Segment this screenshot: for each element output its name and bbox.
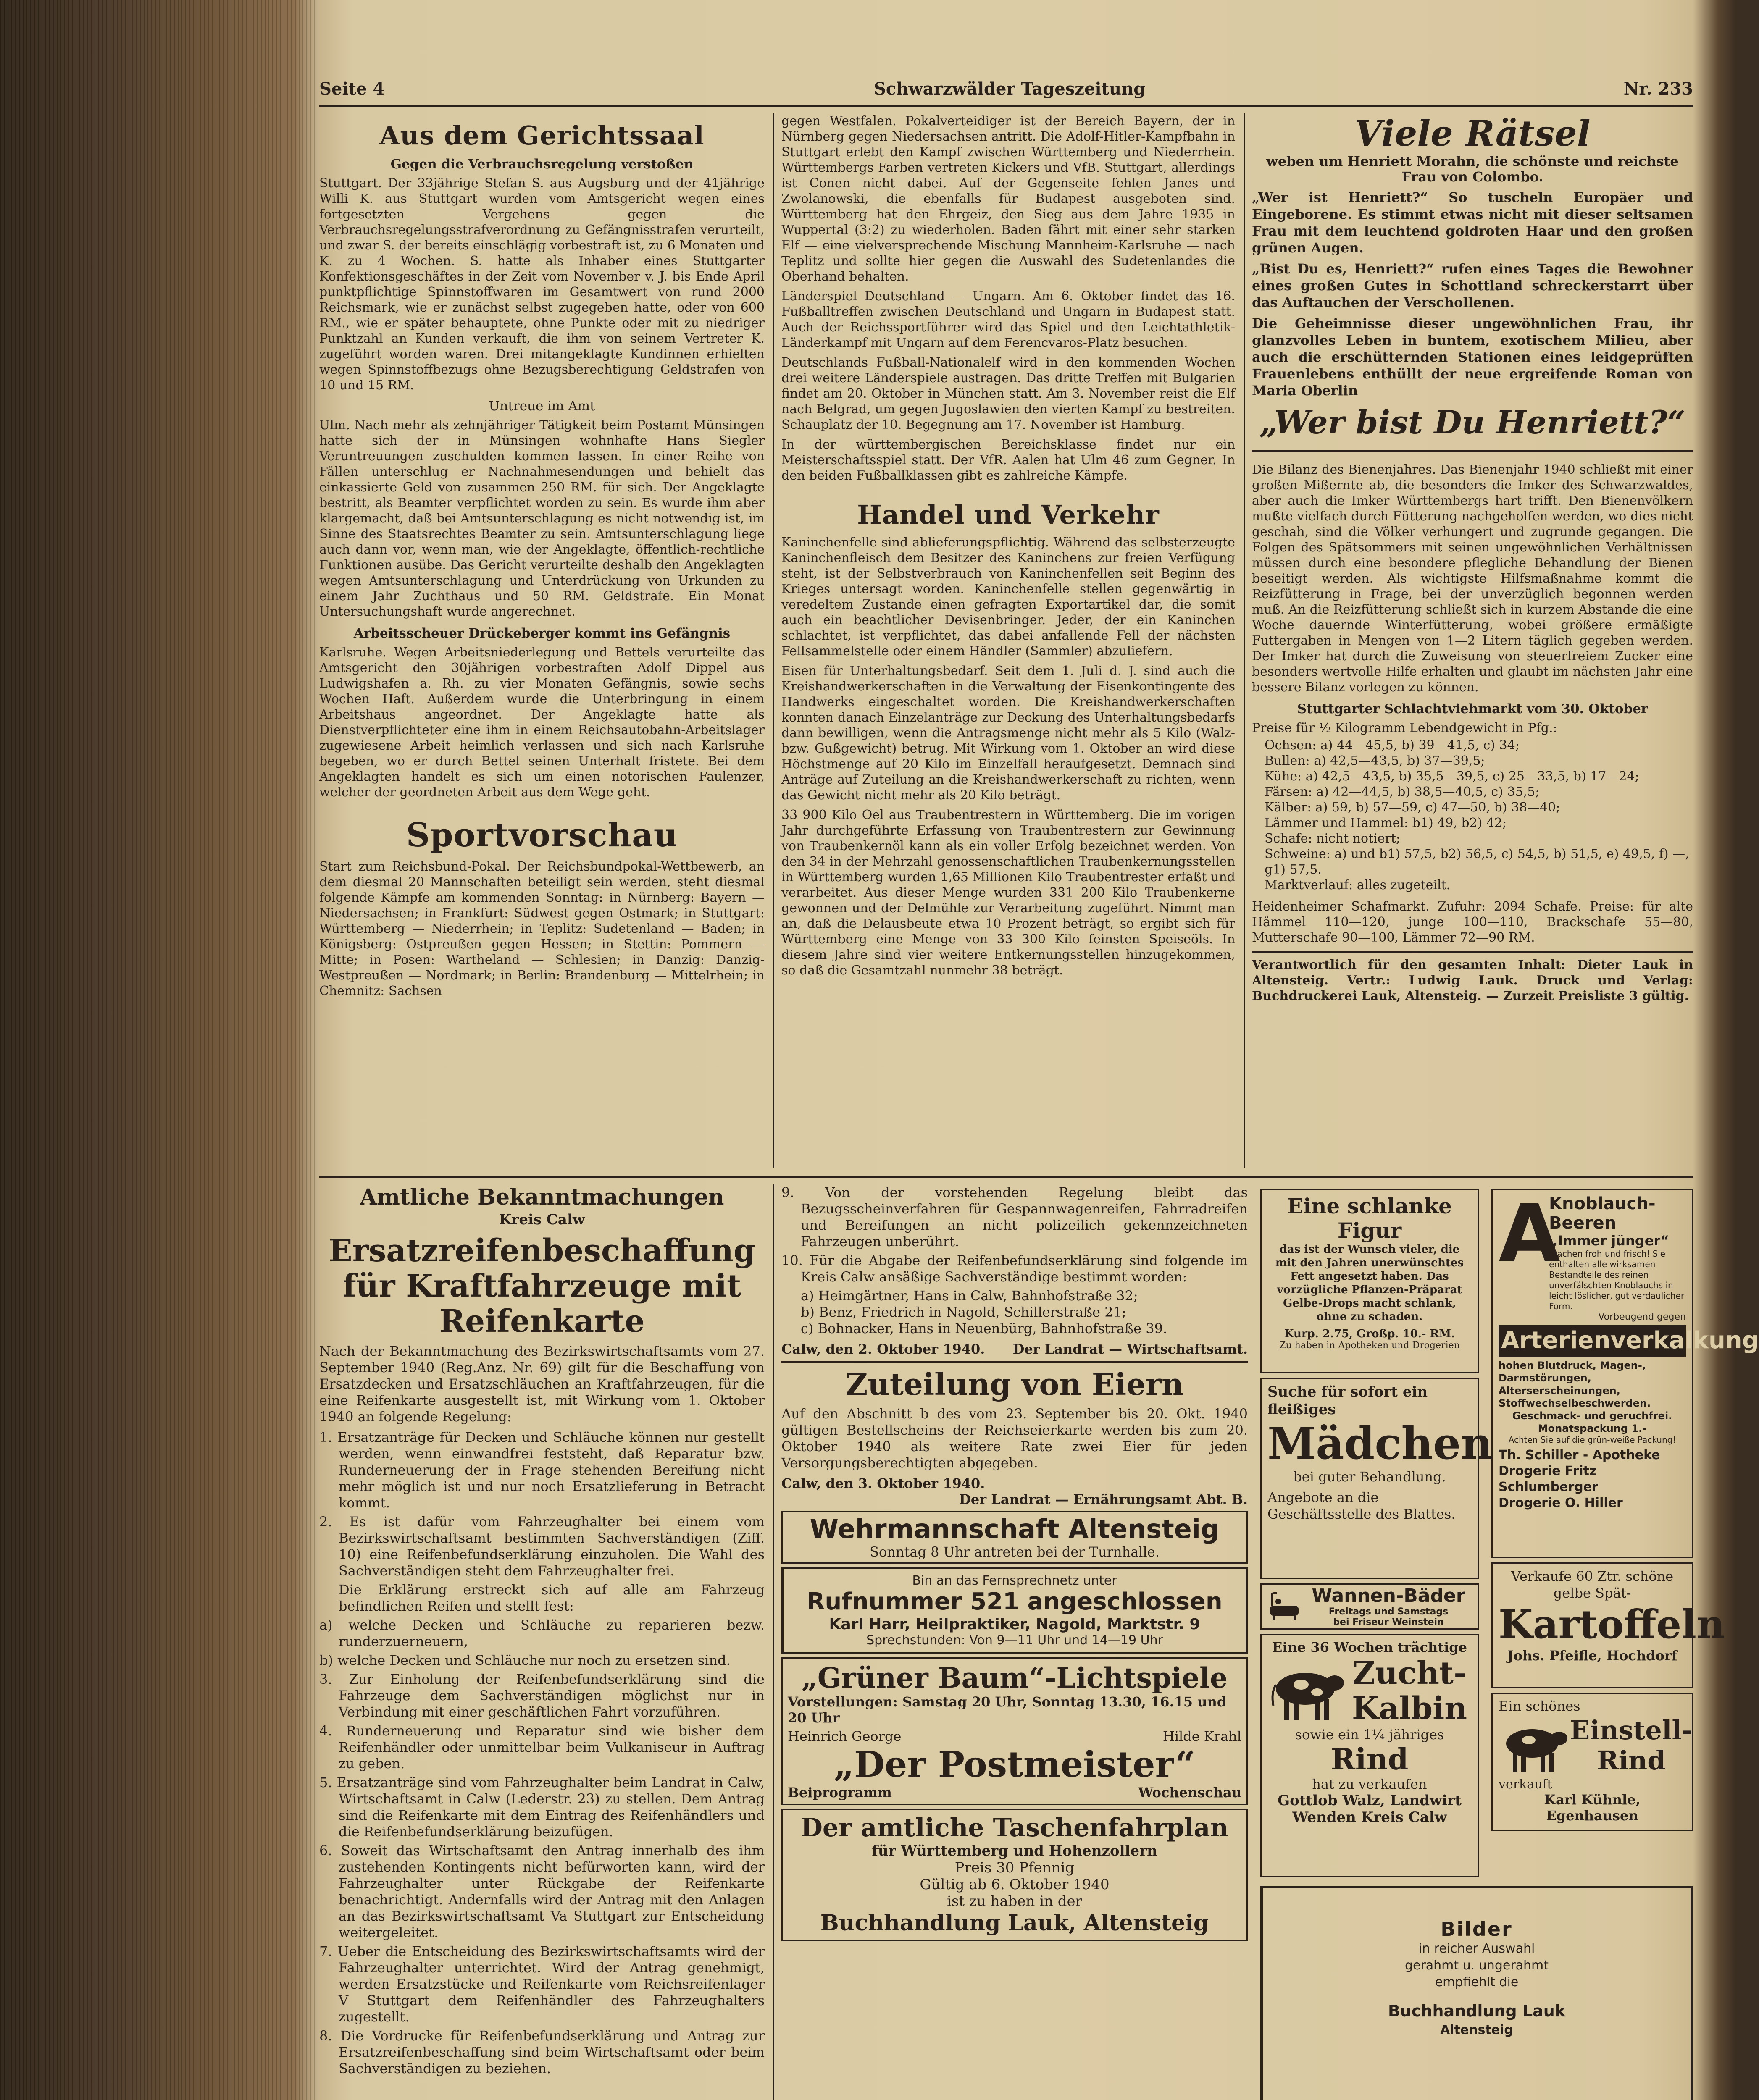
- wehrmannschaft-ad: [781, 1511, 1248, 1564]
- bilder-line: in reicher Auswahl: [1418, 1941, 1535, 1956]
- figur-ad: [1260, 1189, 1479, 1373]
- market-price-row: Marktverlauf: alles zugeteilt.: [1265, 878, 1451, 892]
- timetable-shop: Buchhandlung Lauk, Altensteig: [820, 1910, 1209, 1936]
- wehrmannschaft-title: Wehrmannschaft Altensteig: [810, 1514, 1220, 1544]
- article-text: Start zum Reichsbund-Pokal. Der Reichsbundpokal-Wettbewerb, an dem diesmal 20 Mannschaften beteiligt sein werden, steht diesmal folgende Kämpfe am kommenden Sonntag: in Nürnberg: Bayern — Niedersachsen; in Frankfurt: Südwest gegen Ostmark; in Stuttgart: Württemberg — Niederrhein; in Teplitz: Sudetenland — Baden; in Königsberg: Ostpreußen gegen Hessen; in Stettin: Pommern — Mitte; in Posen: Wartheland — Schlesien; in Danzig: Danzig-Westpreußen — Nordmark; in Berlin: Brandenburg — Mittelrhein; in Chemnitz: Sachsen: [319, 859, 765, 998]
- einstell-big: Rind: [1597, 1745, 1666, 1776]
- notice-item: b) welche Decken und Schläuche nur noch zu ersetzen sind.: [319, 1652, 731, 1668]
- bilder-shop: Buchhandlung Lauk: [1388, 2002, 1566, 2020]
- novel-title: „Wer bist Du Henriett?“: [1259, 404, 1686, 441]
- harr-ad: [781, 1567, 1248, 1654]
- harr-line: Bin an das Fernsprechnetz unter: [912, 1573, 1117, 1588]
- cinema-film: „Der Postmeister“: [833, 1743, 1196, 1785]
- maedchen-big: Mädchen: [1267, 1418, 1493, 1469]
- column-sport-handel: [781, 113, 1235, 1172]
- expert-entry: c) Bohnacker, Hans in Neuenbürg, Bahnhofstraße 39.: [801, 1320, 1167, 1336]
- article-text: Kaninchenfelle sind ablieferungspflichtig. Während das selbsterzeugte Kaninchenfleisch dem Besitzer des Kaninchens zur freien Verfügung steht, ist der Selbstverbrauch von Kaninchenfellen seit Beginn des Krieges untersagt worden. Kaninchenfelle stellen gegenwärtig in veredeltem Zustande einen gefragten Exportartikel dar, die somit auch ein beachtlicher Devisenbringer. Jeder, der ein Kaninchen schlachtet, ist verpflichtet, das dabei anfallende Fell der nächsten Fellsammelstelle oder einem Händler (Sammler) abzuliefern.: [781, 535, 1235, 659]
- imprint-rule: [1252, 951, 1693, 953]
- timetable-sub: für Württemberg und Hohenzollern: [872, 1843, 1157, 1859]
- novel-ad-text: „Wer ist Henriett?“ So tuscheln Europäer und Eingeborene. Es stimmt etwas nicht mit dieser seltsamen Frau mit dem leuchtend goldroten Haar und den großen grünen Augen.: [1252, 189, 1693, 256]
- notice-item: 10. Für die Abgabe der Reifenbefundserklärung sind folgende im Kreis Calw ansäßige Sachverständige bestimmt worden:: [781, 1252, 1248, 1285]
- article-heading: Gegen die Verbrauchsregelung verstoßen: [390, 157, 694, 172]
- article-text: Heidenheimer Schafmarkt. Zufuhr: 2094 Schafe. Preise: für alte Hämmel 110—120, junge 100—110, Brackschafe 55—80, Mutterschafe 90—100, Lämmer 72—90 RM.: [1252, 899, 1693, 945]
- bilder-line: gerahmt u. ungerahmt: [1404, 1958, 1549, 1973]
- figur-price: Kurp. 2.75, Großp. 10.- RM.: [1284, 1328, 1455, 1340]
- maedchen-line: Suche für sofort ein fleißiges: [1267, 1383, 1428, 1418]
- bilder-title: Bilder: [1441, 1918, 1513, 1940]
- figur-title: Eine schlanke Figur: [1287, 1194, 1452, 1243]
- column-rule: [773, 113, 774, 1168]
- market-intro: Preise für ½ Kilogramm Lebendgewicht in Pfg.:: [1252, 721, 1557, 735]
- maedchen-line: bei guter Behandlung.: [1293, 1469, 1446, 1485]
- imprint: Verantwortlich für den gesamten Inhalt: Dieter Lauk in Altensteig. Vertr.: Ludwig Lauk. Druck und Verlag: Buchdruckerei Lauk, Altensteig. — Zurzeit Preisliste 3 gültig.: [1252, 958, 1693, 1003]
- knoblauch-sub: „Immer jünger“: [1549, 1233, 1670, 1249]
- kalbin-line: sowie ein 1¼ jähriges: [1295, 1727, 1444, 1743]
- cow-icon: [1499, 1714, 1570, 1777]
- einstell-ad: [1491, 1693, 1693, 1831]
- bilder-line: empfiehlt die: [1435, 1975, 1519, 1990]
- market-price-row: Kälber: a) 59, b) 57—59, c) 47—50, b) 38—40;: [1265, 800, 1560, 815]
- knoblauch-list: hohen Blutdruck, Magen-, Darmstörungen, Alterserscheinungen, Stoffwechselbeschwerden.: [1499, 1360, 1651, 1409]
- notice-item: 7. Ueber die Entscheidung des Bezirkswirtschaftsamts wird der Fahrzeughalter unterrichtet. Wird der Antrag genehmigt, werden Ersatzstücke und Reifenkarte vom Reichsreifenlager V Stuttgart dem Reifenhändler des Fahrzeughalters zugestellt.: [319, 1943, 765, 2025]
- kalbin-big: Zucht-: [1352, 1655, 1467, 1691]
- notice-item: 1. Ersatzanträge für Decken und Schläuche können nur gestellt werden, wenn einwandfrei feststeht, daß Reparatur bzw. Runderneuerung der in Frage stehenden Bereifung nicht mehr möglich ist und nur noch Ersatzlieferung in Betracht kommt.: [319, 1429, 765, 1511]
- article-text: Die Bilanz des Bienenjahres. Das Bienenjahr 1940 schließt mit einer großen Mißernte ab, die besonders die Imker des Schwarzwaldes, aber auch die Imker Württembergs hart trifft. Den Bienenvölkern mußte vielfach durch Fütterung nachgeholfen werden, wo dies nicht geschah, sind die Völker verhungert und zugrunde gegangen. Die Folgen des Spätsommers mit seinen ungewöhnlichen Verhältnissen müssen durch eine besondere pflegliche Behandlung der Bienen beseitigt werden. Als wichtigste Hilfsmaßnahme kommt die Reizfütterung in Frage, bei der unverzüglich begonnen werden muß. An die Reizfütterung schließt sich in kurzem Abstande die eine Woche dauernde Winterfütterung, wobei größere ermäßigte Futtergaben in Mengen von 1—2 Litern täglich gegeben werden. Der Imker hat durch die Zuweisung von steuerfreiem Zucker eine besonders wertvolle Hilfe erhalten und glaubt im nächsten Jahr eine bessere Bilanz vorlegen zu können.: [1252, 462, 1693, 695]
- market-price-row: Bullen: a) 42,5—43,5, b) 37—39,5;: [1265, 753, 1485, 768]
- knoblauch-initial: A: [1499, 1187, 1561, 1280]
- market-price-row: Färsen: a) 42—44,5, b) 38,5—40,5, c) 35,5;: [1265, 785, 1540, 799]
- cinema-times: Vorstellungen: Samstag 20 Uhr, Sonntag 13.30, 16.15 und 20 Uhr: [788, 1694, 1227, 1726]
- column-gerichtssaal: [319, 113, 765, 1172]
- notice-items: [781, 1184, 1248, 1285]
- column-amtlich-cont: [781, 1184, 1248, 2100]
- cow-icon: [1267, 1655, 1347, 1727]
- wannen-ad: [1260, 1583, 1479, 1630]
- kartoffeln-name: Johs. Pfeifle, Hochdorf: [1507, 1648, 1677, 1664]
- notice-item: 3. Zur Einholung der Reifenbefundserklärung sind die Fahrzeuge dem Sachverständigen möglichst nur in Verbindung mit einer geschäftlichen Fahrt vorzuführen.: [319, 1671, 765, 1720]
- notice-item: a) welche Decken und Schläuche zu reparieren bezw. runderzuerneuern,: [319, 1617, 765, 1649]
- timetable-price: Preis 30 Pfennig: [954, 1859, 1075, 1876]
- article-text: In der württembergischen Bereichsklasse findet nur ein Meisterschaftsspiel statt. Der VfR. Aalen hat Ulm 46 zum Gegner. In den beiden Fußballklassen gibt es zahlreiche Kämpfe.: [781, 437, 1235, 483]
- knoblauch-big: Arterienverkalkung: [1499, 1325, 1686, 1357]
- section-divider: [319, 1176, 1693, 1178]
- eggs-text: Auf den Abschnitt b des vom 23. September bis 20. Okt. 1940 gültigen Bestellscheins der Reichseierkarte werden bis zum 20. Oktober 1940 als weitere Rate zwei Eier für jeden Versorgungsberechtigten abgegeben.: [781, 1406, 1248, 1471]
- notice-item: 2. Es ist dafür vom Fahrzeughalter bei einem vom Bezirkswirtschaftsamt bestimmten Sachverständigen (Ziff. 10) eine Reifenbefundserklärung einzuholen. Die Wahl des Sachverständigen steht dem Fahrzeughalter frei.: [319, 1514, 765, 1579]
- maedchen-ad: [1260, 1378, 1493, 1579]
- cinema-extra: Wochenschau: [1138, 1785, 1241, 1801]
- notice-signature: Der Landrat — Wirtschaftsamt.: [1012, 1341, 1248, 1357]
- einstell-name: Karl Kühnle, Egenhausen: [1544, 1792, 1641, 1824]
- issue-number: Nr. 233: [1623, 79, 1693, 99]
- notice-items: [319, 1429, 765, 2077]
- kalbin-place: Wenden Kreis Calw: [1292, 1809, 1447, 1826]
- section-title-sport: Sportvorschau: [406, 816, 678, 854]
- kalbin-big: Kalbin: [1351, 1690, 1467, 1727]
- kartoffeln-big: Kartoffeln: [1499, 1601, 1725, 1648]
- cinema-title: „Grüner Baum“-Lichtspiele: [801, 1662, 1228, 1694]
- kartoffeln-ad: [1491, 1562, 1725, 1688]
- article-text: Stuttgart. Der 33jährige Stefan S. aus Augsburg und der 41jährige Willi K. aus Stuttgart wurden vom Amtsgericht wegen eines fortgesetzten Vergehens gegen die Verbrauchsregelungsstrafverordnung zu Gefängnisstrafen verurteilt, und zwar S. der bereits einschlägig vorbestraft ist, zu 6 Monaten und K. zu 4 Wochen. S. hatte als Inhaber eines Stuttgarter Konfektionsgeschäftes in der Zeit vom November v. J. bis Ende April punktpflichtige Spinnstoffwaren im Gesamtwert von rund 2000 Reichsmark, wie er zunächst selbst zugegeben hatte, oder von 600 RM., wie er später behauptete, ohne Punkte oder mit zu niedriger Punktzahl an Kunden verkauft, die ihm von seinem Vertreter K. zugeführt worden waren. Drei mitangeklagte Kundinnen erhielten wegen Spinnstoffbezugs ohne Bezugsberechtigung Geldstrafen von 10 und 15 RM.: [319, 176, 765, 393]
- notice-item: Die Erklärung erstreckt sich auf alle am Fahrzeug befindlichen Reifen und stellt fest:: [339, 1582, 765, 1614]
- page-number: Seite 4: [319, 79, 385, 99]
- knoblauch-pre: Vorbeugend gegen: [1598, 1312, 1686, 1322]
- einstell-big: Einstell-: [1570, 1715, 1693, 1746]
- knoblauch-title: Knoblauch-Beeren: [1549, 1194, 1656, 1233]
- article-text: Karlsruhe. Wegen Arbeitsniederlegung und Bettels verurteilte das Amtsgericht den 30jährigen vorbestraften Adolf Dippel aus Ludwigshafen a. Rh. zu vier Monaten Gefängnis, sowie sechs Wochen Haft. Außerdem wurde die Unterbringung in einem Arbeitshaus angeordnet. Der Angeklagte hatte als Dienstverpflichteter eine ihm in einem Reichsautobahn-Arbeitslager zugewiesene Arbeit heimlich verlassen und sich nach Karlsruhe begeben, wo er durch Bettel seinen Unterhalt fristete. Bei dem Angeklagten handelt es sich um einen notorischen Faulenzer, welcher der geordneten Arbeit aus dem Wege geht.: [319, 645, 765, 800]
- article-text: gegen Westfalen. Pokalverteidiger ist der Bereich Bayern, der in Nürnberg gegen Niedersachsen antritt. Die Adolf-Hitler-Kampfbahn in Stuttgart erlebt den Kampf zwischen Württemberg und Niederrhein. Württembergs Farben vertreten Kickers und VfB. Stuttgart, allerdings ist Conen nicht dabei. Auf der Gegenseite fehlen Janes und Zwolanowski, die ebenfalls für Budapest ausgeboten sind. Württemberg hat den Ehrgeiz, den Sieg aus dem Jahre 1935 in Wuppertal (3:2) zu wiederholen. Baden fährt mit einer sehr starken Elf — eine vielversprechende Mischung Mannheim-Karlsruhe — nach Teplitz und sollte hier gegen die Auswahl des Sudetenlandes die Oberhand behalten.: [781, 114, 1235, 284]
- kalbin-line: Eine 36 Wochen trächtige: [1272, 1639, 1467, 1655]
- novel-ad-title: Viele Rätsel: [1354, 113, 1591, 154]
- knoblauch-seller: Drogerie Fritz Schlumberger: [1499, 1464, 1598, 1494]
- notice-item: 4. Runderneuerung und Reparatur sind wie bisher dem Reifenhändler oder unmittelbar beim Vulkaniseur in Auftrag zu geben.: [319, 1723, 765, 1772]
- official-notices-heading: Amtliche Bekanntmachungen: [360, 1184, 724, 1210]
- knoblauch-ad: [1491, 1187, 1759, 1558]
- harr-hours: Sprechstunden: Von 9—11 Uhr und 14—19 Uhr: [866, 1633, 1163, 1648]
- novel-ad: [1252, 113, 1693, 452]
- timetable-ad: [781, 1809, 1248, 1941]
- wannen-line: Freitags und Samstags: [1328, 1606, 1449, 1617]
- maedchen-line: Angebote an die Geschäftsstelle des Blattes.: [1267, 1489, 1456, 1522]
- knoblauch-taste: Geschmack- und geruchfrei. Monatspackung 1.-: [1512, 1410, 1672, 1434]
- market-price-row: Ochsen: a) 44—45,5, b) 39—41,5, c) 34;: [1265, 738, 1520, 753]
- eggs-signature: Der Landrat — Ernährungsamt Abt. B.: [959, 1491, 1248, 1507]
- harr-phone: Rufnummer 521 angeschlossen: [807, 1588, 1223, 1615]
- column-rule: [1244, 113, 1245, 1168]
- figur-text: das ist der Wunsch vieler, die mit den Jahren unerwünschtes Fett angesetzt haben. Das vorzügliche Pflanzen-Präparat Gelbe-Drops macht schlank, ohne zu schaden.: [1275, 1243, 1464, 1323]
- article-text: Deutschlands Fußball-Nationalelf wird in den kommenden Wochen drei weitere Länderspiele austragen. Das dritte Treffen mit Bulgarien findet am 20. Oktober in München statt. Am 3. November reist die Elf nach Belgrad, um gegen Jugoslawien den vierten Kampf zu bestreiten. Schauplatz der 10. Begegnung am 17. November ist Hamburg.: [781, 355, 1235, 432]
- notice-item: 5. Ersatzanträge sind vom Fahrzeughalter beim Landrat in Calw, Wirtschaftsamt in Calw (Lederstr. 23) zu stellen. Dem Antrag sind die Reifenkarte mit dem Eintrag des Reifenhändlers und die Reifenbefundserklärung beizufügen.: [319, 1774, 765, 1840]
- cinema-actors: [788, 1728, 1241, 1744]
- expert-entry: b) Benz, Friedrich in Nagold, Schillerstraße 21;: [801, 1304, 1126, 1320]
- bilder-ad: [1260, 1886, 1693, 2100]
- masthead-title: Schwarzwälder Tageszeitung: [874, 79, 1146, 99]
- expert-list: [781, 1288, 1248, 1337]
- article-text: Eisen für Unterhaltungsbedarf. Seit dem 1. Juli d. J. sind auch die Kreishandwerkerschaften in die Verwaltung der Eisenkontingente des Handwerks eingeschaltet worden. Die Kreishandwerkerschaften konnten danach Einzelanträge zur Deckung des Unterhaltungsbedarfs dann bewilligen, wenn die Antragsmenge nicht mehr als 5 Kilo (Walz- bzw. Gußgewicht) betrug. Mit Wirkung vom 1. Oktober an wird diese Höchstmenge auf 20 Kilo im Einzelfall heraufgesetzt. Demnach sind Anträge auf Zuteilung an die Kreishandwerkerschaft zu richten, wenn das Gewicht nicht mehr als 20 Kilo beträgt.: [781, 664, 1235, 803]
- market-price-row: Kühe: a) 42,5—43,5, b) 35,5—39,5, c) 25—33,5, b) 17—24;: [1265, 769, 1639, 784]
- knoblauch-seller: Drogerie O. Hiller: [1499, 1496, 1623, 1510]
- notice-signature-row: [781, 1341, 1248, 1357]
- kartoffeln-line: Verkaufe 60 Ztr. schöne gelbe Spät-: [1511, 1568, 1674, 1601]
- kalbin-ad: [1260, 1634, 1479, 1877]
- knoblauch-note: Achten Sie auf die grün-weiße Packung!: [1508, 1435, 1676, 1445]
- market-price-row: Schweine: a) und b1) 57,5, b2) 56,5, c) 54,5, b) 51,5, e) 49,5, f) —, g1) 57,5.: [1265, 847, 1689, 877]
- notice-rule: [781, 1361, 1248, 1363]
- wehrmannschaft-text: Sonntag 8 Uhr antreten bei der Turnhalle.: [870, 1544, 1160, 1560]
- article-text: 33 900 Kilo Oel aus Traubentrestern in Württemberg. Die im vorigen Jahr durchgeführte Erfassung von Traubentrestern zur Gewinnung von Traubenkernöl kann als ein voller Erfolg bezeichnet werden. Von den 34 in der Mehrzahl genossenschaftlichen Traubenkernungsstellen in Württemberg wurden 1,65 Millionen Kilo Traubentrester erfaßt und verarbeitet. Aus dieser Menge wurden 331 200 Kilo Traubenkerne gewonnen und der Delmühle zur Verarbeitung zugeführt. Nimmt man an, daß die Delausbeute etwa 10 Prozent beträgt, so ergibt sich für Württemberg eine Menge von 33 300 Kilo feinsten Speiseöls. In diesem Jahre sind vier weitere Entkernungsstellen hinzugekommen, so daß die Gesamtzahl nunmehr 38 beträgt.: [781, 808, 1235, 978]
- district-label: Kreis Calw: [499, 1211, 585, 1228]
- cinema-extras: [788, 1785, 1241, 1801]
- bound-volume-edge: [0, 0, 319, 2100]
- expert-entry: a) Heimgärtner, Hans in Calw, Bahnhofstraße 32;: [801, 1288, 1138, 1304]
- cinema-extra: Beiprogramm: [788, 1785, 892, 1801]
- einstell-line: verkauft: [1499, 1777, 1552, 1792]
- cinema-ad: [781, 1657, 1248, 1805]
- notice-item: 6. Soweit das Wirtschaftsamt den Antrag innerhalb des ihm zustehenden Kontingents nicht befürworten kann, wird der Fahrzeughalter unter Rückgabe der Reifenkarte benachrichtigt. Andernfalls wird der Antrag mit den Anlagen an das Bezirkswirtschaftsamt Va Stuttgart zur Entscheidung weitergeleitet.: [319, 1843, 765, 1940]
- article-heading: Arbeitsscheuer Drückeberger kommt ins Gefängnis: [353, 626, 731, 641]
- timetable-valid: Gültig ab 6. Oktober 1940: [920, 1876, 1110, 1893]
- wannen-title: Wannen-Bäder: [1312, 1585, 1465, 1606]
- wannen-line: bei Friseur Weinstein: [1333, 1617, 1444, 1628]
- timetable-avail: ist zu haben in der: [947, 1893, 1082, 1910]
- knoblauch-text: machen froh und frisch! Sie enthalten alle wirksamen Bestandteile des reinen unverfälschten Knoblauchs in leicht löslicher, gut verdaulicher Form.: [1549, 1249, 1685, 1311]
- notice-item: 8. Die Vordrucke für Reifenbefundserklärung und Antrag zur Ersatzreifenbeschaffung sind beim Wirtschaftsamt oder beim Sachverständigen zu beziehen.: [319, 2028, 765, 2076]
- cinema-actor: Heinrich George: [788, 1728, 902, 1744]
- kalbin-big: Rind: [1330, 1742, 1409, 1777]
- novel-ad-text: „Bist Du es, Henriett?“ rufen eines Tages die Bewohner eines großen Gutes in Schottland schreckerstarrt über das Auftauchen der Verschollenen.: [1252, 261, 1693, 310]
- notice-item: 9. Von der vorstehenden Regelung bleibt das Bezugsscheinverfahren für Gespannwagenreifen, Fahrradreifen und Bereifungen an nicht polizeilich gekennzeichneten Fahrzeugen unberührt.: [781, 1184, 1248, 1250]
- article-text: Ulm. Nach mehr als zehnjähriger Tätigkeit beim Postamt Münsingen hatte sich der in Münsingen wohnhafte Hans Siegler Veruntreuungen zuschulden kommen lassen. In einer Reihe von Fällen unterschlug er Nachnahmesendungen und behielt das einkassierte Geld von zusammen 250 RM. für sich. Der Angeklagte bestritt, als Beamter verpflichtet worden zu sein. Es wurde ihm aber klargemacht, daß bei Amtsunterschlagung es nicht notwendig ist, im Sinne des Staatsrechtes Beamter zu sein. Amtsunterschlagung liege auch dann vor, wenn man, wie der Angeklagte, öffentlich-rechtliche Funktionen ausübe. Das Gericht verurteilte deshalb den Angeklagten wegen Amtsunterschlagung und Unterdrückung von Urkunden zu einem Jahr Zuchthaus und 50 RM. Geldstrafe. Ein Monat Untersuchungshaft wurde angerechnet.: [319, 418, 765, 619]
- bilder-place: Altensteig: [1440, 2023, 1513, 2037]
- article-heading: Untreue im Amt: [489, 399, 595, 414]
- notice-title: Ersatzreifenbeschaffung für Kraftfahrzeuge mit Reifenkarte: [329, 1233, 755, 1339]
- knoblauch-seller: Th. Schiller - Apotheke: [1499, 1448, 1660, 1462]
- column-rule: [773, 1184, 774, 2100]
- bathtub-icon: [1267, 1590, 1301, 1623]
- novel-ad-intro: weben um Henriett Morahn, die schönste und reichste Frau von Colombo.: [1266, 153, 1679, 185]
- cinema-actor: Hilde Krahl: [1162, 1728, 1241, 1744]
- timetable-title: Der amtliche Taschenfahrplan: [800, 1813, 1229, 1843]
- kalbin-line: hat zu verkaufen: [1312, 1776, 1427, 1792]
- kalbin-name: Gottlob Walz, Landwirt: [1278, 1792, 1462, 1809]
- page-header: [319, 76, 1693, 107]
- section-title-handel: Handel und Verkehr: [857, 499, 1160, 530]
- novel-ad-text: Die Geheimnisse dieser ungewöhnlichen Frau, ihr glanzvolles Leben in buntem, exotischem Milieu, aber auch die erschütternden Stationen eines leidgeprüften Frauenlebens enthüllt der neue ergreifende Roman von Maria Oberlin: [1252, 315, 1693, 399]
- article-text: Länderspiel Deutschland — Ungarn. Am 6. Oktober findet das 16. Fußballtreffen zwischen Deutschland und Ungarn in Budapest statt. Auch der Reichssportführer wird das Spiel und den Leichtathletik-Länderkampf mit Ungarn auf dem Ferencvaros-Platz besuchen.: [781, 289, 1235, 350]
- market-price-row: Lämmer und Hammel: b1) 49, b2) 42;: [1265, 816, 1507, 830]
- newspaper-page: [319, 63, 1759, 2100]
- market-heading: Stuttgarter Schlachtviehmarkt vom 30. Oktober: [1297, 701, 1648, 717]
- column-raetsel-markt: [1252, 113, 1693, 1172]
- market-price-list: [1252, 738, 1693, 893]
- einstell-line: Ein schönes: [1499, 1698, 1580, 1714]
- notice-intro: Nach der Bekanntmachung des Bezirkswirtschaftsamts vom 27. September 1940 (Reg.Anz. Nr. 69) gilt für die Beschaffung von Ersatzdecken und Ersatzschläuchen an Kraftfahrzeugen, für die eine Reifenkarte ausgestellt ist, mit Wirkung vom 1. Oktober 1940 an folgende Regelung:: [319, 1343, 765, 1425]
- harr-name: Karl Harr, Heilpraktiker, Nagold, Marktstr. 9: [829, 1616, 1200, 1633]
- section-title-gerichtssaal: Aus dem Gerichtssaal: [379, 120, 705, 151]
- figur-where: Zu haben in Apotheken und Drogerien: [1279, 1340, 1460, 1351]
- eggs-title: Zuteilung von Eiern: [845, 1366, 1184, 1402]
- eggs-date: Calw, den 3. Oktober 1940.: [781, 1475, 985, 1491]
- notice-date: Calw, den 2. Oktober 1940.: [781, 1341, 985, 1357]
- column-amtlich: [319, 1184, 765, 2100]
- market-price-row: Schafe: nicht notiert;: [1265, 831, 1400, 846]
